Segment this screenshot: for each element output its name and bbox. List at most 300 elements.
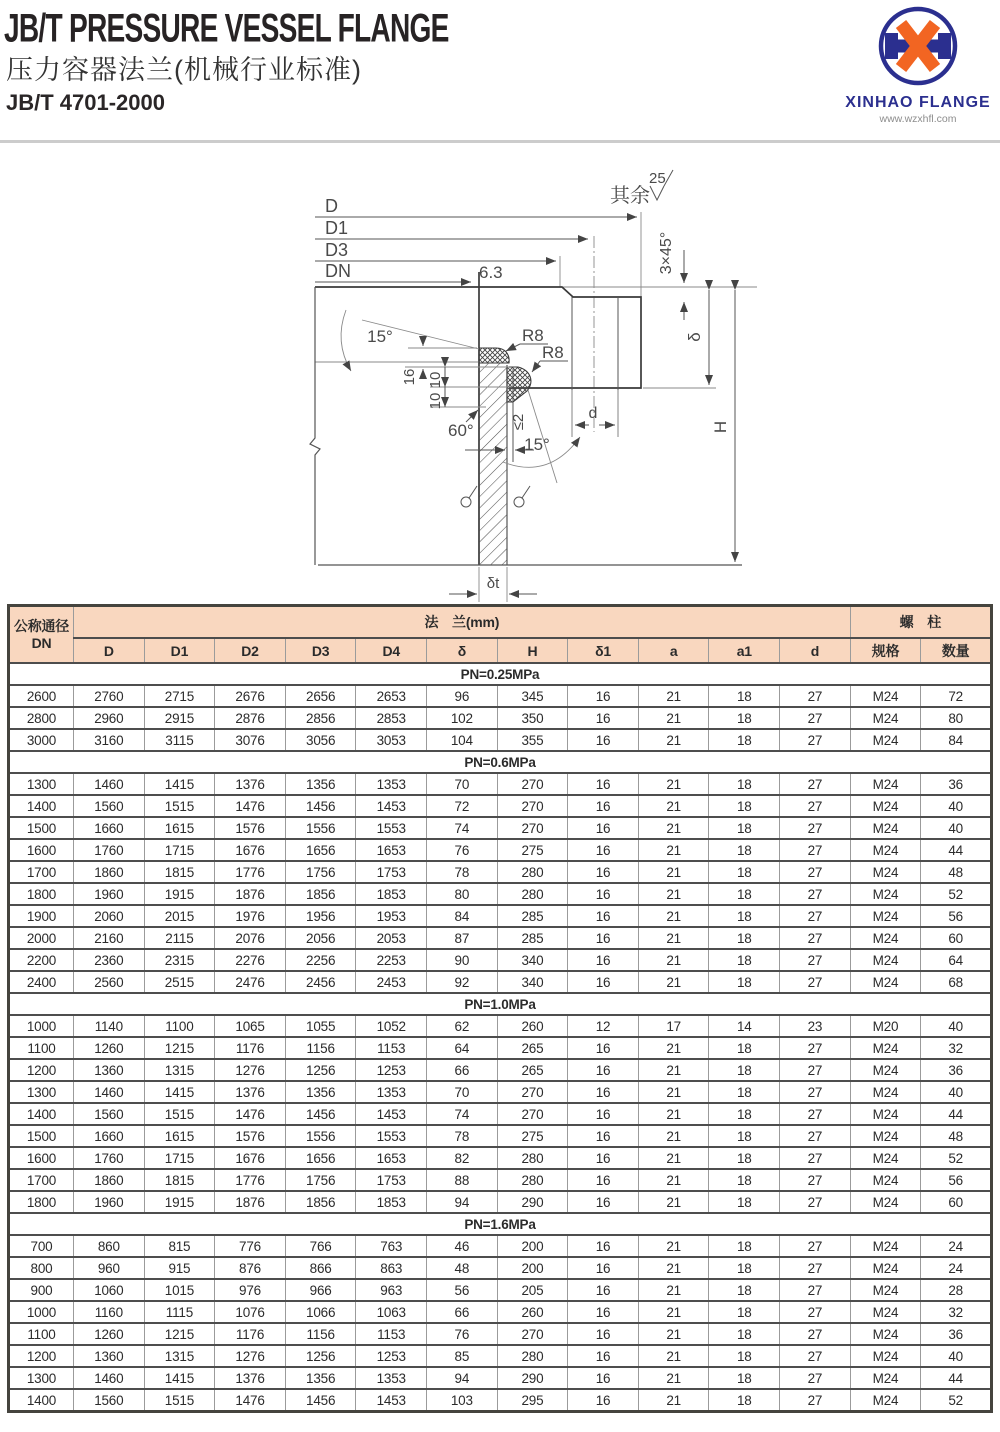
table-cell: 27: [780, 949, 851, 971]
data-row: [9, 1015, 992, 1037]
table-cell: 340: [497, 971, 568, 993]
table-cell: 94: [427, 1191, 498, 1213]
data-row: [9, 1301, 992, 1323]
table-cell: 16: [568, 1191, 639, 1213]
pn-section-label: PN=0.25MPa: [9, 663, 992, 685]
table-cell: M24: [850, 1279, 921, 1301]
table-cell: 1600: [9, 1147, 74, 1169]
table-cell: 60: [921, 1191, 992, 1213]
table-cell: 1776: [215, 1169, 286, 1191]
table-cell: M24: [850, 861, 921, 883]
table-cell: 21: [638, 1081, 709, 1103]
data-row: [9, 1059, 992, 1081]
radius2-label: R8: [542, 343, 564, 362]
table-cell: 21: [638, 927, 709, 949]
table-cell: 40: [921, 1015, 992, 1037]
table-cell: 1700: [9, 1169, 74, 1191]
col-header-D4: D4: [356, 638, 427, 663]
table-cell: 280: [497, 1169, 568, 1191]
table-cell: 2715: [144, 685, 215, 707]
table-cell: 2456: [285, 971, 356, 993]
table-cell: 18: [709, 1367, 780, 1389]
table-cell: 1415: [144, 1367, 215, 1389]
pn-section-row: [9, 993, 992, 1015]
table-cell: M24: [850, 839, 921, 861]
table-cell: 1500: [9, 817, 74, 839]
shell-hatching: [480, 363, 507, 565]
table-cell: 2876: [215, 707, 286, 729]
table-cell: 16: [568, 927, 639, 949]
table-cell: 700: [9, 1235, 74, 1257]
table-cell: 1976: [215, 905, 286, 927]
table-cell: 200: [497, 1257, 568, 1279]
taper-low-label: 15°: [524, 435, 550, 454]
data-row: [9, 773, 992, 795]
col-header-H: H: [497, 638, 568, 663]
table-cell: 18: [709, 1323, 780, 1345]
table-cell: M24: [850, 729, 921, 751]
dim-label-D1: D1: [325, 218, 349, 238]
col-header-D: D: [74, 638, 145, 663]
table-cell: 280: [497, 1345, 568, 1367]
dim-label-D: D: [325, 196, 338, 216]
table-cell: 280: [497, 883, 568, 905]
company-logo: [843, 4, 993, 125]
table-cell: 1600: [9, 839, 74, 861]
table-cell: 21: [638, 1235, 709, 1257]
table-cell: 1515: [144, 1103, 215, 1125]
table-cell: 1176: [215, 1037, 286, 1059]
table-cell: 27: [780, 1169, 851, 1191]
data-row: [9, 883, 992, 905]
table-cell: 21: [638, 795, 709, 817]
table-cell: 1715: [144, 1147, 215, 1169]
table-cell: 64: [427, 1037, 498, 1059]
table-cell: 866: [285, 1257, 356, 1279]
table-cell: M20: [850, 1015, 921, 1037]
table-cell: 104: [427, 729, 498, 751]
table-cell: 90: [427, 949, 498, 971]
table-cell: 2656: [285, 685, 356, 707]
bolt-d-label: d: [588, 405, 598, 422]
flange-cross-section-drawing: [0, 150, 1000, 605]
table-cell: 960: [74, 1257, 145, 1279]
table-cell: 265: [497, 1037, 568, 1059]
table-cell: 1556: [285, 817, 356, 839]
table-cell: 87: [427, 927, 498, 949]
table-cell: 1476: [215, 1103, 286, 1125]
table-cell: 27: [780, 1279, 851, 1301]
table-cell: 18: [709, 817, 780, 839]
dn-label-bottom: DN: [31, 634, 52, 651]
table-cell: M24: [850, 773, 921, 795]
table-cell: M24: [850, 1059, 921, 1081]
data-row: [9, 795, 992, 817]
table-cell: M24: [850, 817, 921, 839]
table-cell: 2015: [144, 905, 215, 927]
table-cell: 1065: [215, 1015, 286, 1037]
logo-website: www.wzxhfl.com: [879, 113, 957, 125]
table-cell: 1915: [144, 1191, 215, 1213]
table-cell: 1715: [144, 839, 215, 861]
table-cell: 70: [427, 773, 498, 795]
table-cell: 17: [638, 1015, 709, 1037]
data-row: [9, 1345, 992, 1367]
table-cell: 1276: [215, 1059, 286, 1081]
table-cell: 1853: [356, 1191, 427, 1213]
table-cell: 18: [709, 1169, 780, 1191]
table-cell: 776: [215, 1235, 286, 1257]
table-cell: 16: [568, 905, 639, 927]
table-cell: 27: [780, 1191, 851, 1213]
pn-section-row: [9, 1213, 992, 1235]
table-cell: 1560: [74, 1103, 145, 1125]
table-cell: 1300: [9, 1367, 74, 1389]
col-header-qty: 数量: [921, 638, 992, 663]
table-cell: 355: [497, 729, 568, 751]
table-cell: 280: [497, 861, 568, 883]
table-cell: 2076: [215, 927, 286, 949]
dim-label-DN: DN: [325, 261, 351, 281]
table-cell: 1353: [356, 1081, 427, 1103]
table-cell: 1100: [144, 1015, 215, 1037]
table-cell: 27: [780, 729, 851, 751]
table-cell: M24: [850, 905, 921, 927]
col-header-a1: a1: [709, 638, 780, 663]
table-cell: 1660: [74, 1125, 145, 1147]
table-cell: 270: [497, 795, 568, 817]
table-cell: 27: [780, 1037, 851, 1059]
table-cell: 1256: [285, 1059, 356, 1081]
table-cell: 96: [427, 685, 498, 707]
table-cell: 21: [638, 1191, 709, 1213]
table-cell: 66: [427, 1301, 498, 1323]
table-cell: 2915: [144, 707, 215, 729]
table-cell: 1576: [215, 1125, 286, 1147]
table-cell: 103: [427, 1389, 498, 1412]
table-cell: 44: [921, 839, 992, 861]
table-cell: 18: [709, 883, 780, 905]
table-cell: 1500: [9, 1125, 74, 1147]
table-cell: 52: [921, 883, 992, 905]
table-cell: 16: [568, 685, 639, 707]
table-cell: 1353: [356, 773, 427, 795]
table-cell: 815: [144, 1235, 215, 1257]
table-cell: 18: [709, 707, 780, 729]
table-cell: M24: [850, 971, 921, 993]
table-cell: 2060: [74, 905, 145, 927]
table-cell: 62: [427, 1015, 498, 1037]
table-cell: 1015: [144, 1279, 215, 1301]
weld-16-label: 16: [401, 368, 418, 386]
table-cell: 18: [709, 927, 780, 949]
table-cell: 23: [780, 1015, 851, 1037]
table-cell: M24: [850, 949, 921, 971]
table-cell: 72: [427, 795, 498, 817]
table-cell: 2853: [356, 707, 427, 729]
table-cell: 976: [215, 1279, 286, 1301]
table-cell: 21: [638, 729, 709, 751]
table-cell: M24: [850, 707, 921, 729]
table-cell: 16: [568, 1345, 639, 1367]
pn-section-label: PN=0.6MPa: [9, 751, 992, 773]
table-cell: M24: [850, 1103, 921, 1125]
table-cell: 2515: [144, 971, 215, 993]
table-cell: M24: [850, 1191, 921, 1213]
table-cell: 18: [709, 1279, 780, 1301]
table-cell: 763: [356, 1235, 427, 1257]
table-cell: 1315: [144, 1059, 215, 1081]
table-cell: 27: [780, 1125, 851, 1147]
data-row: [9, 1037, 992, 1059]
table-cell: 1876: [215, 883, 286, 905]
table-cell: 915: [144, 1257, 215, 1279]
table-cell: 2053: [356, 927, 427, 949]
table-cell: 1676: [215, 1147, 286, 1169]
data-row: [9, 1081, 992, 1103]
chamfer-label: 3×45°: [658, 231, 675, 275]
roughness-value-label: 25: [649, 170, 666, 187]
table-cell: 21: [638, 839, 709, 861]
table-cell: 44: [921, 1103, 992, 1125]
table-cell: 27: [780, 883, 851, 905]
table-cell: 1800: [9, 883, 74, 905]
table-cell: 1560: [74, 1389, 145, 1412]
table-cell: 2856: [285, 707, 356, 729]
data-row: [9, 1125, 992, 1147]
table-cell: 40: [921, 795, 992, 817]
table-cell: 18: [709, 1257, 780, 1279]
table-cell: 27: [780, 971, 851, 993]
dim-label-D3: D3: [325, 240, 349, 260]
table-cell: 52: [921, 1389, 992, 1412]
table-cell: 21: [638, 685, 709, 707]
table-cell: 84: [427, 905, 498, 927]
table-cell: 82: [427, 1147, 498, 1169]
dn-label-top: 公称通径: [13, 618, 70, 635]
standard-number: JB/T 4701-2000: [6, 90, 165, 115]
table-cell: 275: [497, 839, 568, 861]
table-cell: 2476: [215, 971, 286, 993]
table-cell: 265: [497, 1059, 568, 1081]
table-cell: 21: [638, 861, 709, 883]
table-cell: 285: [497, 905, 568, 927]
table-cell: 27: [780, 817, 851, 839]
table-cell: M24: [850, 685, 921, 707]
table-cell: 27: [780, 927, 851, 949]
table-cell: 3053: [356, 729, 427, 751]
table-cell: 32: [921, 1037, 992, 1059]
table-cell: 27: [780, 1301, 851, 1323]
table-cell: 1660: [74, 817, 145, 839]
table-cell: 1052: [356, 1015, 427, 1037]
table-cell: 1415: [144, 1081, 215, 1103]
col-header-D3: D3: [285, 638, 356, 663]
table-cell: 2400: [9, 971, 74, 993]
table-cell: 1456: [285, 1389, 356, 1412]
table-cell: 2453: [356, 971, 427, 993]
table-cell: 21: [638, 971, 709, 993]
table-cell: 18: [709, 839, 780, 861]
page-title: JB/T PRESSURE VESSEL FLANGE: [4, 6, 449, 51]
table-cell: 1356: [285, 773, 356, 795]
table-cell: 270: [497, 1103, 568, 1125]
table-cell: 1860: [74, 861, 145, 883]
table-cell: 1953: [356, 905, 427, 927]
radius2-leader: [532, 361, 540, 372]
table-cell: 18: [709, 729, 780, 751]
table-cell: 260: [497, 1015, 568, 1037]
flange-outline: [315, 287, 641, 388]
table-cell: 1860: [74, 1169, 145, 1191]
table-cell: 1856: [285, 883, 356, 905]
table-cell: 270: [497, 817, 568, 839]
table-cell: 16: [568, 1037, 639, 1059]
table-cell: 290: [497, 1191, 568, 1213]
table-cell: 1060: [74, 1279, 145, 1301]
table-cell: 1756: [285, 861, 356, 883]
table-cell: 16: [568, 1169, 639, 1191]
data-row: [9, 1257, 992, 1279]
table-cell: 1055: [285, 1015, 356, 1037]
table-cell: 27: [780, 1389, 851, 1412]
table-cell: 21: [638, 1323, 709, 1345]
table-cell: 21: [638, 883, 709, 905]
height-label: H: [711, 420, 730, 434]
table-cell: 963: [356, 1279, 427, 1301]
table-cell: 800: [9, 1257, 74, 1279]
bevel-60-label: 60°: [448, 421, 474, 440]
table-cell: 27: [780, 1081, 851, 1103]
table-cell: 1153: [356, 1323, 427, 1345]
table-cell: 21: [638, 817, 709, 839]
table-cell: M24: [850, 1257, 921, 1279]
table-cell: M24: [850, 883, 921, 905]
page-header: [0, 0, 1000, 148]
table-cell: M24: [850, 1389, 921, 1412]
table-cell: 1515: [144, 1389, 215, 1412]
table-cell: 18: [709, 1147, 780, 1169]
table-cell: M24: [850, 1081, 921, 1103]
table-cell: 1960: [74, 1191, 145, 1213]
table-cell: 1653: [356, 839, 427, 861]
table-cell: 1853: [356, 883, 427, 905]
table-cell: 2115: [144, 927, 215, 949]
table-cell: 28: [921, 1279, 992, 1301]
table-cell: 18: [709, 1081, 780, 1103]
table-cell: 1353: [356, 1367, 427, 1389]
table-cell: 68: [921, 971, 992, 993]
table-cell: 12: [568, 1015, 639, 1037]
table-cell: 1000: [9, 1301, 74, 1323]
table-cell: 70: [427, 1081, 498, 1103]
table-cell: 1760: [74, 839, 145, 861]
table-cell: M24: [850, 1169, 921, 1191]
table-cell: 1156: [285, 1323, 356, 1345]
table-cell: 16: [568, 795, 639, 817]
table-cell: 16: [568, 707, 639, 729]
table-cell: 21: [638, 1257, 709, 1279]
table-cell: 1400: [9, 1389, 74, 1412]
finish-symbol-right-icon: [514, 497, 524, 507]
flange-dimension-table: [7, 604, 993, 1413]
table-cell: 18: [709, 905, 780, 927]
table-cell: 1476: [215, 1389, 286, 1412]
table-cell: 27: [780, 1235, 851, 1257]
table-cell: 21: [638, 1147, 709, 1169]
table-cell: 21: [638, 1059, 709, 1081]
table-cell: 36: [921, 1059, 992, 1081]
table-cell: 290: [497, 1367, 568, 1389]
table-cell: 1453: [356, 1103, 427, 1125]
data-row: [9, 707, 992, 729]
table-cell: 16: [568, 1147, 639, 1169]
table-cell: M24: [850, 1301, 921, 1323]
table-cell: 766: [285, 1235, 356, 1257]
table-cell: 345: [497, 685, 568, 707]
table-cell: 18: [709, 971, 780, 993]
table-cell: 27: [780, 795, 851, 817]
table-cell: 18: [709, 1191, 780, 1213]
table-cell: 21: [638, 1301, 709, 1323]
data-row: [9, 1279, 992, 1301]
table-cell: 18: [709, 1125, 780, 1147]
taper-top-label: 15°: [367, 327, 393, 346]
table-cell: 16: [568, 1125, 639, 1147]
table-cell: 1815: [144, 1169, 215, 1191]
roughness-note-label: 其余: [610, 185, 650, 207]
table-cell: 27: [780, 1345, 851, 1367]
col-header-spec: 规格: [850, 638, 921, 663]
table-cell: 27: [780, 1323, 851, 1345]
table-cell: M24: [850, 1235, 921, 1257]
table-cell: 72: [921, 685, 992, 707]
table-cell: 1076: [215, 1301, 286, 1323]
table-cell: 3160: [74, 729, 145, 751]
table-cell: 76: [427, 1323, 498, 1345]
table-cell: 16: [568, 1367, 639, 1389]
table-cell: 46: [427, 1235, 498, 1257]
table-cell: 1453: [356, 1389, 427, 1412]
data-row: [9, 1169, 992, 1191]
table-cell: 1256: [285, 1345, 356, 1367]
table-cell: 66: [427, 1059, 498, 1081]
header-divider: [0, 140, 1000, 143]
page-subtitle: 压力容器法兰(机械行业标准): [6, 55, 362, 85]
top-weld-bead: [479, 348, 509, 363]
data-row: [9, 817, 992, 839]
table-cell: 40: [921, 817, 992, 839]
table-cell: 21: [638, 707, 709, 729]
col-header-dn: [9, 606, 74, 664]
table-cell: 74: [427, 1103, 498, 1125]
table-cell: 36: [921, 773, 992, 795]
table-cell: 24: [921, 1235, 992, 1257]
table-cell: 1260: [74, 1323, 145, 1345]
table-cell: 18: [709, 773, 780, 795]
table-cell: 2000: [9, 927, 74, 949]
table-cell: 1000: [9, 1015, 74, 1037]
table-cell: 270: [497, 773, 568, 795]
table-cell: 21: [638, 1367, 709, 1389]
table-cell: 1900: [9, 905, 74, 927]
table-cell: 1453: [356, 795, 427, 817]
table-cell: 16: [568, 1301, 639, 1323]
table-cell: 1376: [215, 773, 286, 795]
table-cell: 21: [638, 1103, 709, 1125]
table-cell: 16: [568, 1235, 639, 1257]
table-cell: 1656: [285, 839, 356, 861]
